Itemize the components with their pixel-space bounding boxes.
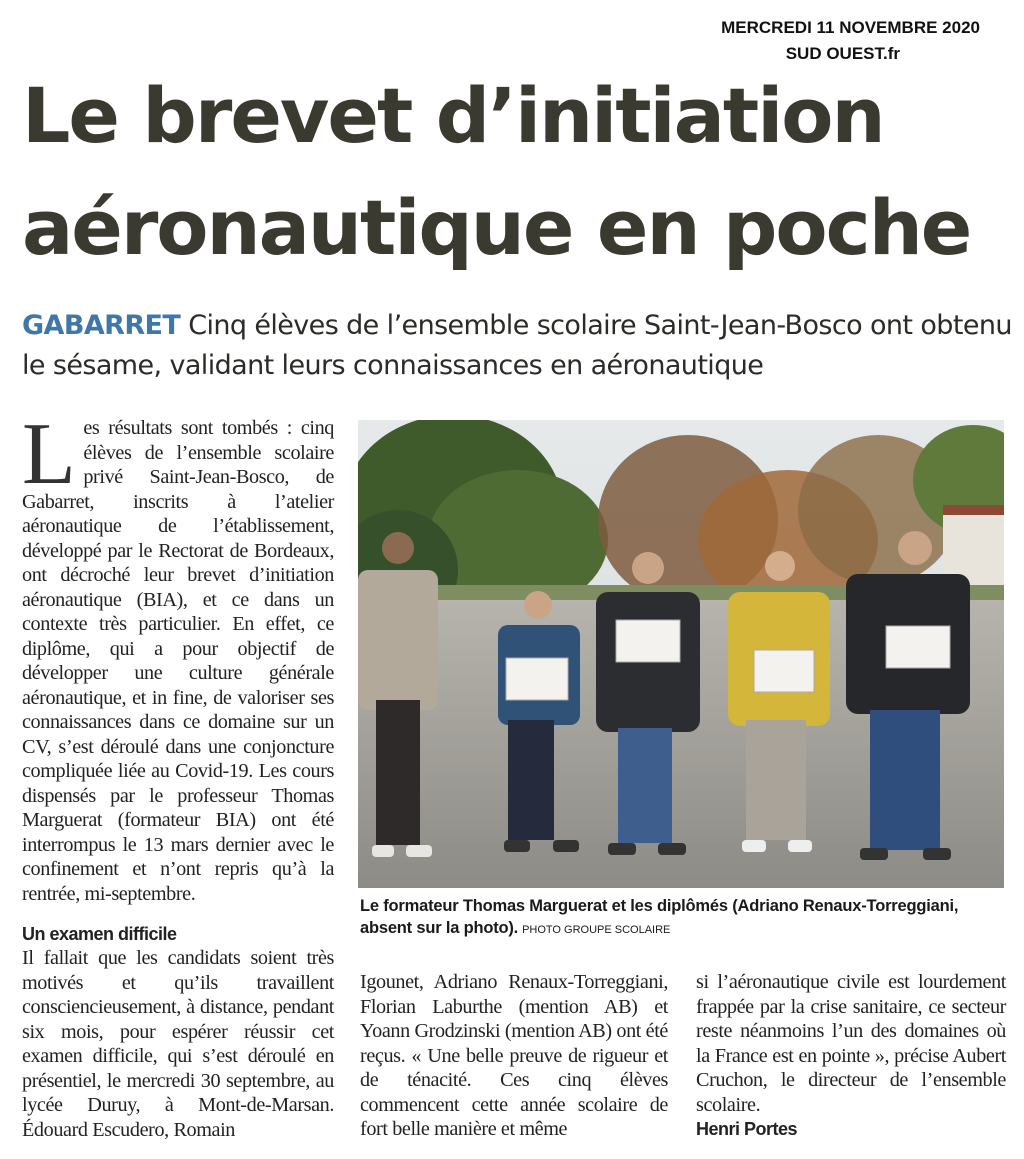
article-column-3 xyxy=(696,970,1006,1142)
headline-line-2: aéronautique en poche xyxy=(22,183,971,272)
article-paragraph-1: Les résultats sont tombés : cinq élèves de l’ensemble scolaire privé Saint-Jean-Bosco, de Gabarret, inscrits à l’atelier aéronautique de l’établissement, développé par le Rectorat de Bordeaux, ont décroché leur brevet d’initiation aéronautique (BIA), et ce dans un contexte très particulier. En effet, ce diplôme, qui a pour objectif de développer une culture générale aéronautique, et in fine, de valoriser ses connaissances dans ce domaine sur un CV, s’est déroulé dans une conjoncture compliquée liée au Covid-19. Les cours dispensés par le professeur Thomas Marguerat (formateur BIA) ont été interrompus le 13 mars dernier avec le confinement et n’ont repris qu’à la rentrée, mi-septembre. xyxy=(22,406,334,905)
deck xyxy=(22,306,1012,386)
photo-credit: PHOTO GROUPE SCOLAIRE xyxy=(522,924,671,936)
author-byline: Henri Portes xyxy=(696,1119,798,1139)
photo-caption xyxy=(360,895,1006,941)
article-subhead: Un examen difficile xyxy=(22,924,177,944)
headline-line-1: Le brevet d’initiation xyxy=(22,71,884,160)
photo-caption-text: Le formateur Thomas Marguerat et les diplômés (Adriano Renaux-Torreggiani, absent sur la photo). xyxy=(360,897,959,937)
group-photo xyxy=(358,420,1004,888)
group-photo-illustration xyxy=(358,420,1004,888)
article-paragraph-4: si l’aéronautique civile est lourdement frappée par la crise sanitaire, ce secteur reste néanmoins l’un des domaines où la France est en pointe », précise Aubert Cruchon, le directeur de l’ensemble scolaire. xyxy=(696,971,1006,1116)
deck-kicker: GABARRET xyxy=(22,310,181,341)
publication-date: MERCREDI 11 NOVEMBRE 2020 xyxy=(721,18,980,37)
article-paragraph-3: Igounet, Adriano Renaux-Torreggiani, Florian Laburthe (mention AB) et Yoann Grodzinski (mention AB) ont été reçus. « Une belle preuve de rigueur et de ténacité. Ces cinq élèves commencent cette année scolaire de fort belle manière et même xyxy=(360,971,668,1140)
publication-source: SUD OUEST.fr xyxy=(785,44,900,63)
article-column-1-bottom xyxy=(22,922,334,1142)
deck-text: Cinq élèves de l’ensemble scolaire Saint-Jean-Bosco ont obtenu le sésame, validant leurs connaissances en aéronautique xyxy=(22,310,1012,381)
article-paragraph-2: Il fallait que les candidats soient très motivés et qu’ils travaillent consciencieusement, à distance, pendant six mois, pour espérer réussir cet examen difficile, qui s’est déroulé en présentiel, le mercredi 30 septembre, au lycée Duruy, à Mont-de-Marsan. Édouard Escudero, Romain xyxy=(22,947,334,1141)
